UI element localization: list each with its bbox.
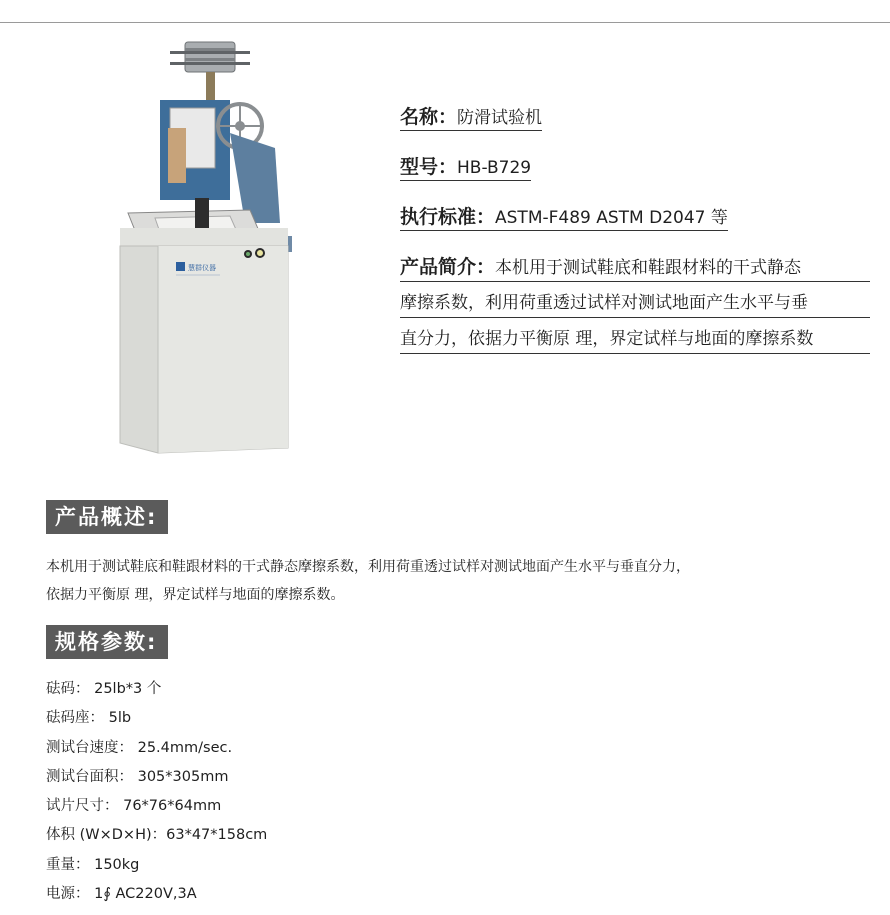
product-intro-line: 产品简介：本机用于测试鞋底和鞋跟材料的干式静态 xyxy=(400,255,870,282)
spec-item: 砝码： 25lb*3 个 xyxy=(46,681,162,697)
overview-line: 本机用于测试鞋底和鞋跟材料的干式静态摩擦系数，利用荷重透过试样对测试地面产生水平与垂直分力， xyxy=(46,559,690,575)
product-intro xyxy=(400,255,870,363)
product-name-row xyxy=(400,105,542,133)
product-name-label: 名称： xyxy=(400,106,458,128)
product-intro-line: 摩擦系数，利用荷重透过试样对测试地面产生水平与垂 xyxy=(400,291,870,318)
product-photo xyxy=(110,38,310,458)
spec-item: 体积 (W×D×H)：63*47*158cm xyxy=(46,827,268,844)
product-model-value: HB-B729 xyxy=(457,158,532,178)
spec-item: 重量： 150kg xyxy=(46,856,140,873)
spec-item: 测试台速度： 25.4mm/sec. xyxy=(46,739,233,756)
spec-item: 砝码座： 5lb xyxy=(46,710,132,727)
overview-heading: 产品概述: xyxy=(46,500,168,534)
spec-list xyxy=(46,678,267,912)
product-model-row xyxy=(400,155,531,183)
product-model-label: 型号： xyxy=(400,156,458,178)
product-intro-label: 产品简介： xyxy=(400,256,496,278)
product-name-value: 防滑试验机 xyxy=(457,108,543,128)
overview-line: 依据力平衡原 理，界定试样与地面的摩擦系数。 xyxy=(46,587,345,603)
product-standard-value: ASTM-F489 ASTM D2047 等 xyxy=(495,208,728,228)
overview-text xyxy=(46,553,846,609)
product-standard-row xyxy=(400,205,728,233)
spec-heading: 规格参数: xyxy=(46,625,168,659)
product-standard-label: 执行标准： xyxy=(400,206,496,228)
spec-item: 电源： 1∮ AC220V,3A xyxy=(46,886,197,903)
product-intro-line: 直分力，依据力平衡原 理，界定试样与地面的摩擦系数 xyxy=(400,327,870,354)
top-divider xyxy=(0,22,890,23)
svg-text:慧群仪器: 慧群仪器 xyxy=(188,264,216,272)
spec-item: 测试台面积： 305*305mm xyxy=(46,768,229,785)
spec-item: 试片尺寸： 76*76*64mm xyxy=(46,798,222,815)
